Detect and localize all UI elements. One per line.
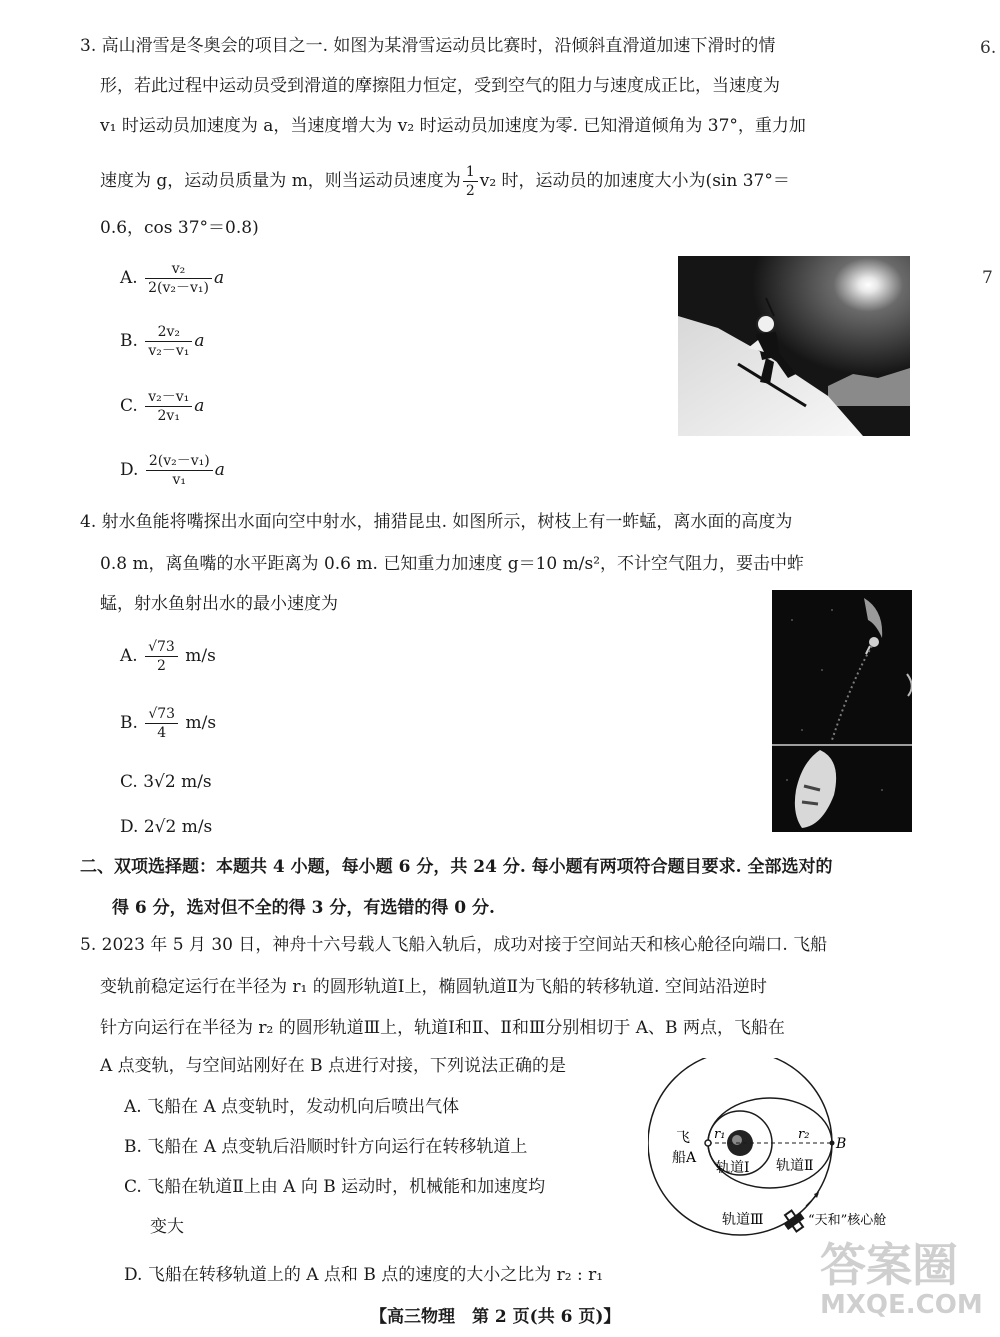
fraction-numerator: √73 xyxy=(145,638,178,657)
option-suffix: a xyxy=(194,396,205,416)
skier-photo-svg xyxy=(678,256,910,436)
fraction-numerator: 2v₂ xyxy=(145,323,192,342)
point-b-marker xyxy=(830,1141,835,1146)
q3-option-b[interactable] xyxy=(120,323,205,360)
label-r2: r₂ xyxy=(798,1127,810,1142)
q5-line-2: 变轨前稳定运行在半径为 r₁ 的圆形轨道Ⅰ上，椭圆轨道Ⅱ为飞船的转移轨道. 空间站沿逆时 xyxy=(100,977,767,997)
tianhe-station-icon xyxy=(780,1207,808,1235)
half-numerator: 1 xyxy=(463,163,478,182)
fraction-denominator: 2v₁ xyxy=(157,408,180,424)
label-b: B xyxy=(836,1136,847,1152)
q4-line-2: 0.8 m，离鱼嘴的水平距离为 0.6 m. 已知重力加速度 g＝10 m/s²，不计空气阻力，要击中蚱 xyxy=(100,554,805,574)
margin-number-mid: 7 xyxy=(982,268,993,288)
q3-line-1: 3. 高山滑雪是冬奥会的项目之一. 如图为某滑雪运动员比赛时，沿倾斜直滑道加速下滑时的情 xyxy=(80,36,776,56)
option-suffix: a xyxy=(213,268,225,288)
option-suffix: a xyxy=(194,331,205,351)
orbit-diagram-svg xyxy=(648,1058,928,1238)
half-fraction xyxy=(463,163,478,200)
fraction-numerator: √73 xyxy=(145,705,178,724)
option-suffix: m/s xyxy=(185,713,217,733)
option-fraction xyxy=(145,323,192,360)
q3-option-c[interactable] xyxy=(120,388,204,425)
q3-line-5: 0.6，cos 37°＝0.8) xyxy=(100,218,259,238)
watermark-sub: MXQE.COM xyxy=(820,1290,983,1320)
option-fraction xyxy=(145,638,178,675)
orbit-diagram xyxy=(648,1058,928,1238)
q4-option-d[interactable]: D. 2√2 m/s xyxy=(120,817,213,837)
fraction-denominator: v₁ xyxy=(172,472,187,488)
fraction-numerator: v₂－v₁ xyxy=(145,388,192,407)
label-orbit-1: 轨道Ⅰ xyxy=(716,1160,750,1176)
option-label: C. xyxy=(120,396,138,416)
page-footer: 【高三物理 第 2 页(共 6 页)】 xyxy=(370,1307,621,1327)
option-fraction xyxy=(145,705,178,742)
option-label: B. xyxy=(120,713,138,733)
option-suffix: a xyxy=(214,460,225,480)
section-2-heading-line-1: 二、双项选择题：本题共 4 小题，每小题 6 分，共 24 分. 每小题有两项符合题目要求. 全部选对的 xyxy=(80,857,833,877)
label-r1: r₁ xyxy=(714,1127,726,1142)
option-fraction xyxy=(146,452,213,489)
q5-line-3: 针方向运行在半径为 r₂ 的圆形轨道Ⅲ上，轨道Ⅰ和Ⅱ、Ⅱ和Ⅲ分别相切于 A、B 两点，飞船在 xyxy=(100,1018,785,1038)
q3-line-4 xyxy=(100,163,790,200)
archer-fish-photo xyxy=(772,590,912,832)
option-suffix: m/s xyxy=(185,646,216,666)
q4-option-a[interactable] xyxy=(120,638,216,675)
q5-option-c-line-2: 变大 xyxy=(150,1217,184,1237)
label-orbit-3: 轨道Ⅲ xyxy=(722,1212,764,1228)
q4-line-1: 4. 射水鱼能将嘴探出水面向空中射水，捕猎昆虫. 如图所示，树枝上有一蚱蜢，离水面的高度为 xyxy=(80,512,793,532)
option-fraction xyxy=(145,388,192,425)
option-label: B. xyxy=(120,331,138,351)
watermark-logo xyxy=(820,1240,990,1330)
q3-line-4-text-b: v₂ 时，运动员的加速度大小为(sin 37°＝ xyxy=(479,171,790,191)
fraction-denominator: 2(v₂－v₁) xyxy=(148,280,209,296)
option-label: D. xyxy=(120,460,139,480)
q4-option-c[interactable]: C. 3√2 m/s xyxy=(120,772,212,792)
q5-line-4: A 点变轨，与空间站刚好在 B 点进行对接，下列说法正确的是 xyxy=(100,1056,566,1076)
margin-number-top: 6. xyxy=(980,38,997,58)
option-fraction xyxy=(145,260,212,297)
q5-option-b[interactable]: B. 飞船在 A 点变轨后沿顺时针方向运行在转移轨道上 xyxy=(124,1137,528,1157)
q4-line-3: 蜢，射水鱼射出水的最小速度为 xyxy=(100,594,338,614)
label-orbit-2: 轨道Ⅱ xyxy=(776,1158,814,1174)
fraction-denominator: 2 xyxy=(157,658,166,674)
label-ship-2: 船A xyxy=(672,1150,697,1166)
q3-option-a[interactable] xyxy=(120,260,224,297)
option-label: A. xyxy=(120,268,138,288)
q5-line-1: 5. 2023 年 5 月 30 日，神舟十六号载人飞船入轨后，成功对接于空间站天和核心舱径向端口. 飞船 xyxy=(80,935,828,955)
option-label: A. xyxy=(120,646,138,666)
section-2-heading-line-2: 得 6 分，选对但不全的得 3 分，有选错的得 0 分. xyxy=(112,898,495,918)
watermark-text: 答案圈 xyxy=(820,1238,958,1292)
fraction-numerator: v₂ xyxy=(145,260,212,279)
skier-photo xyxy=(678,256,910,436)
q3-line-3: v₁ 时运动员加速度为 a，当速度增大为 v₂ 时运动员加速度为零. 已知滑道倾角为 37°，重力加 xyxy=(100,116,806,136)
q4-option-b[interactable] xyxy=(120,705,216,742)
label-tianhe: “天和”核心舱 xyxy=(808,1213,887,1228)
q5-option-d[interactable]: D. 飞船在转移轨道上的 A 点和 B 点的速度的大小之比为 r₂ : r₁ xyxy=(124,1265,604,1285)
q5-option-a[interactable]: A. 飞船在 A 点变轨时，发动机向后喷出气体 xyxy=(124,1097,460,1117)
fraction-numerator: 2(v₂－v₁) xyxy=(146,452,213,471)
q3-option-d[interactable] xyxy=(120,452,225,489)
fraction-denominator: 4 xyxy=(157,725,167,741)
half-denominator: 2 xyxy=(465,183,475,199)
label-ship-1: 飞 xyxy=(676,1130,690,1146)
fraction-denominator: v₂－v₁ xyxy=(148,343,190,359)
archer-fish-photo-svg xyxy=(772,590,912,832)
q5-option-c-line-1[interactable]: C. 飞船在轨道Ⅱ上由 A 向 B 运动时，机械能和加速度均 xyxy=(124,1177,546,1197)
point-a-marker xyxy=(705,1140,711,1146)
q3-line-2: 形，若此过程中运动员受到滑道的摩擦阻力恒定，受到空气的阻力与速度成正比，当速度为 xyxy=(100,76,780,96)
q3-line-4-text-a: 速度为 g，运动员质量为 m，则当运动员速度为 xyxy=(100,171,461,191)
